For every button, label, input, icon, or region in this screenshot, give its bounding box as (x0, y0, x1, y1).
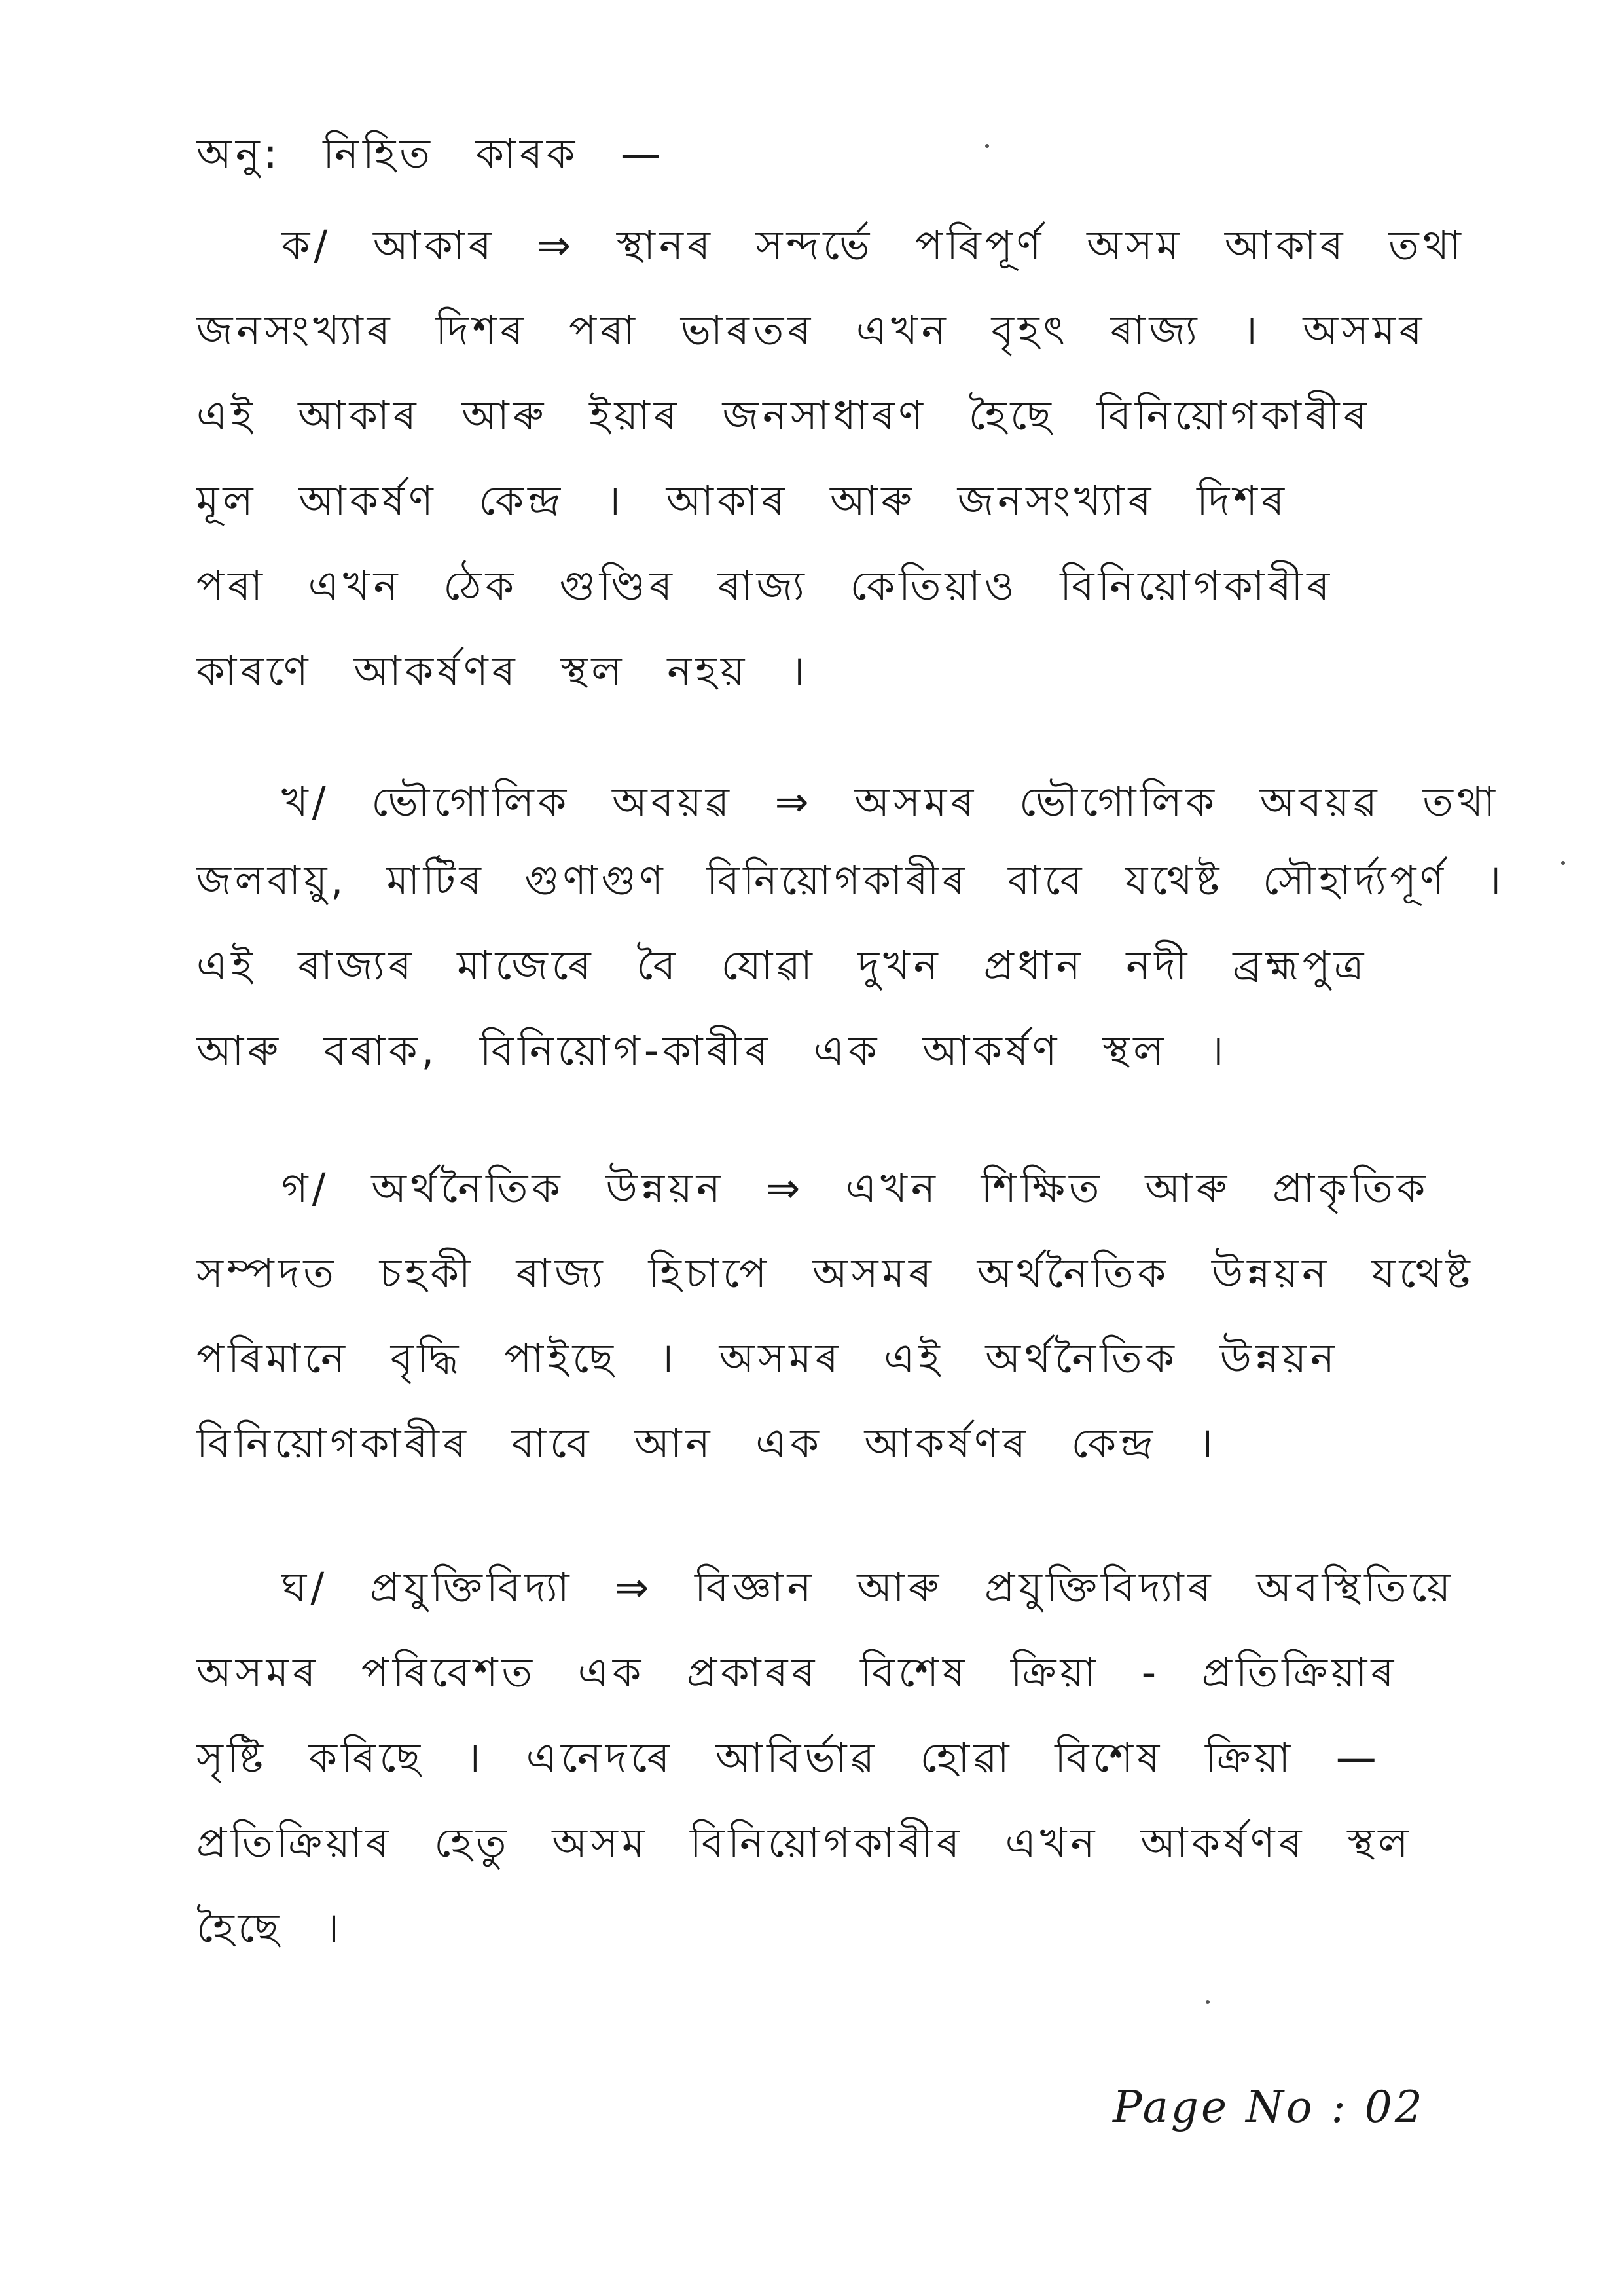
section-line: অসমৰ পৰিবেশত এক প্ৰকাৰৰ বিশেষ ক্ৰিয়া - প্ৰতিক্ৰিয়াৰ (196, 1649, 1398, 1696)
section-line: জলবায়ু, মাটিৰ গুণাগুণ বিনিয়োগকাৰীৰ বাবে যথেষ্ট সৌহাৰ্দ্যপূৰ্ণ । (196, 856, 1505, 904)
section-line: এই আকাৰ আৰু ইয়াৰ জনসাধাৰণ হৈছে বিনিয়োগকাৰীৰ (196, 392, 1371, 439)
section-line: জনসংখ্যাৰ দিশৰ পৰা ভাৰতৰ এখন বৃহৎ ৰাজ্য । অসমৰ (196, 306, 1426, 354)
section-line: ক/ আকাৰ ⇒ স্থানৰ সন্দৰ্ভে পৰিপূৰ্ণ অসম আকাৰ তথা (281, 221, 1465, 269)
page-heading: অনু: নিহিত কাৰক — (196, 130, 665, 177)
section-line: এই ৰাজ্যৰ মাজেৰে বৈ যোৱা দুখন প্ৰধান নদী ব্ৰহ্মপুত্ৰ (196, 941, 1368, 989)
scan-speck (1206, 2000, 1210, 2004)
section-line: হৈছে । (196, 1904, 344, 1952)
section-line: প্ৰতিক্ৰিয়াৰ হেতু অসম বিনিয়োগকাৰীৰ এখন আকৰ্ষণৰ স্থল (196, 1819, 1413, 1867)
section-line: কাৰণে আকৰ্ষণৰ স্থল নহয় । (196, 647, 809, 695)
scan-speck (985, 144, 989, 148)
section-line: বিনিয়োগকাৰীৰ বাবে আন এক আকৰ্ষণৰ কেন্দ্ৰ । (196, 1419, 1218, 1467)
section-line: ঘ/ প্ৰযুক্তিবিদ্যা ⇒ বিজ্ঞান আৰু প্ৰযুক্তিবিদ্যাৰ অবস্থিতিয়ে (281, 1563, 1454, 1611)
page-number: Page No : 02 (1113, 2082, 1425, 2132)
section-line: আৰু বৰাক, বিনিয়োগ-কাৰীৰ এক আকৰ্ষণ স্থল । (196, 1027, 1228, 1074)
section-line: মূল আকৰ্ষণ কেন্দ্ৰ । আকাৰ আৰু জনসংখ্যাৰ দিশৰ (196, 477, 1288, 524)
scan-speck (1561, 861, 1565, 865)
section-line: সৃষ্টি কৰিছে । এনেদৰে আবিৰ্ভাৱ হোৱা বিশেষ ক্ৰিয়া — (196, 1734, 1380, 1781)
section-line: পৰিমানে বৃদ্ধি পাইছে । অসমৰ এই অৰ্থনৈতিক উন্নয়ন (196, 1334, 1339, 1382)
section-line: গ/ অৰ্থনৈতিক উন্নয়ন ⇒ এখন শিক্ষিত আৰু প্ৰাকৃতিক (281, 1164, 1430, 1212)
section-line: পৰা এখন ঠেক গুণ্ডিৰ ৰাজ্য কেতিয়াও বিনিয়োগকাৰীৰ (196, 562, 1334, 610)
section-line: খ/ ভৌগোলিক অবয়ৱ ⇒ অসমৰ ভৌগোলিক অবয়ৱ তথা (281, 778, 1500, 826)
section-line: সম্পদত চহকী ৰাজ্য হিচাপে অসমৰ অৰ্থনৈতিক উন্নয়ন যথেষ্ট (196, 1249, 1474, 1297)
